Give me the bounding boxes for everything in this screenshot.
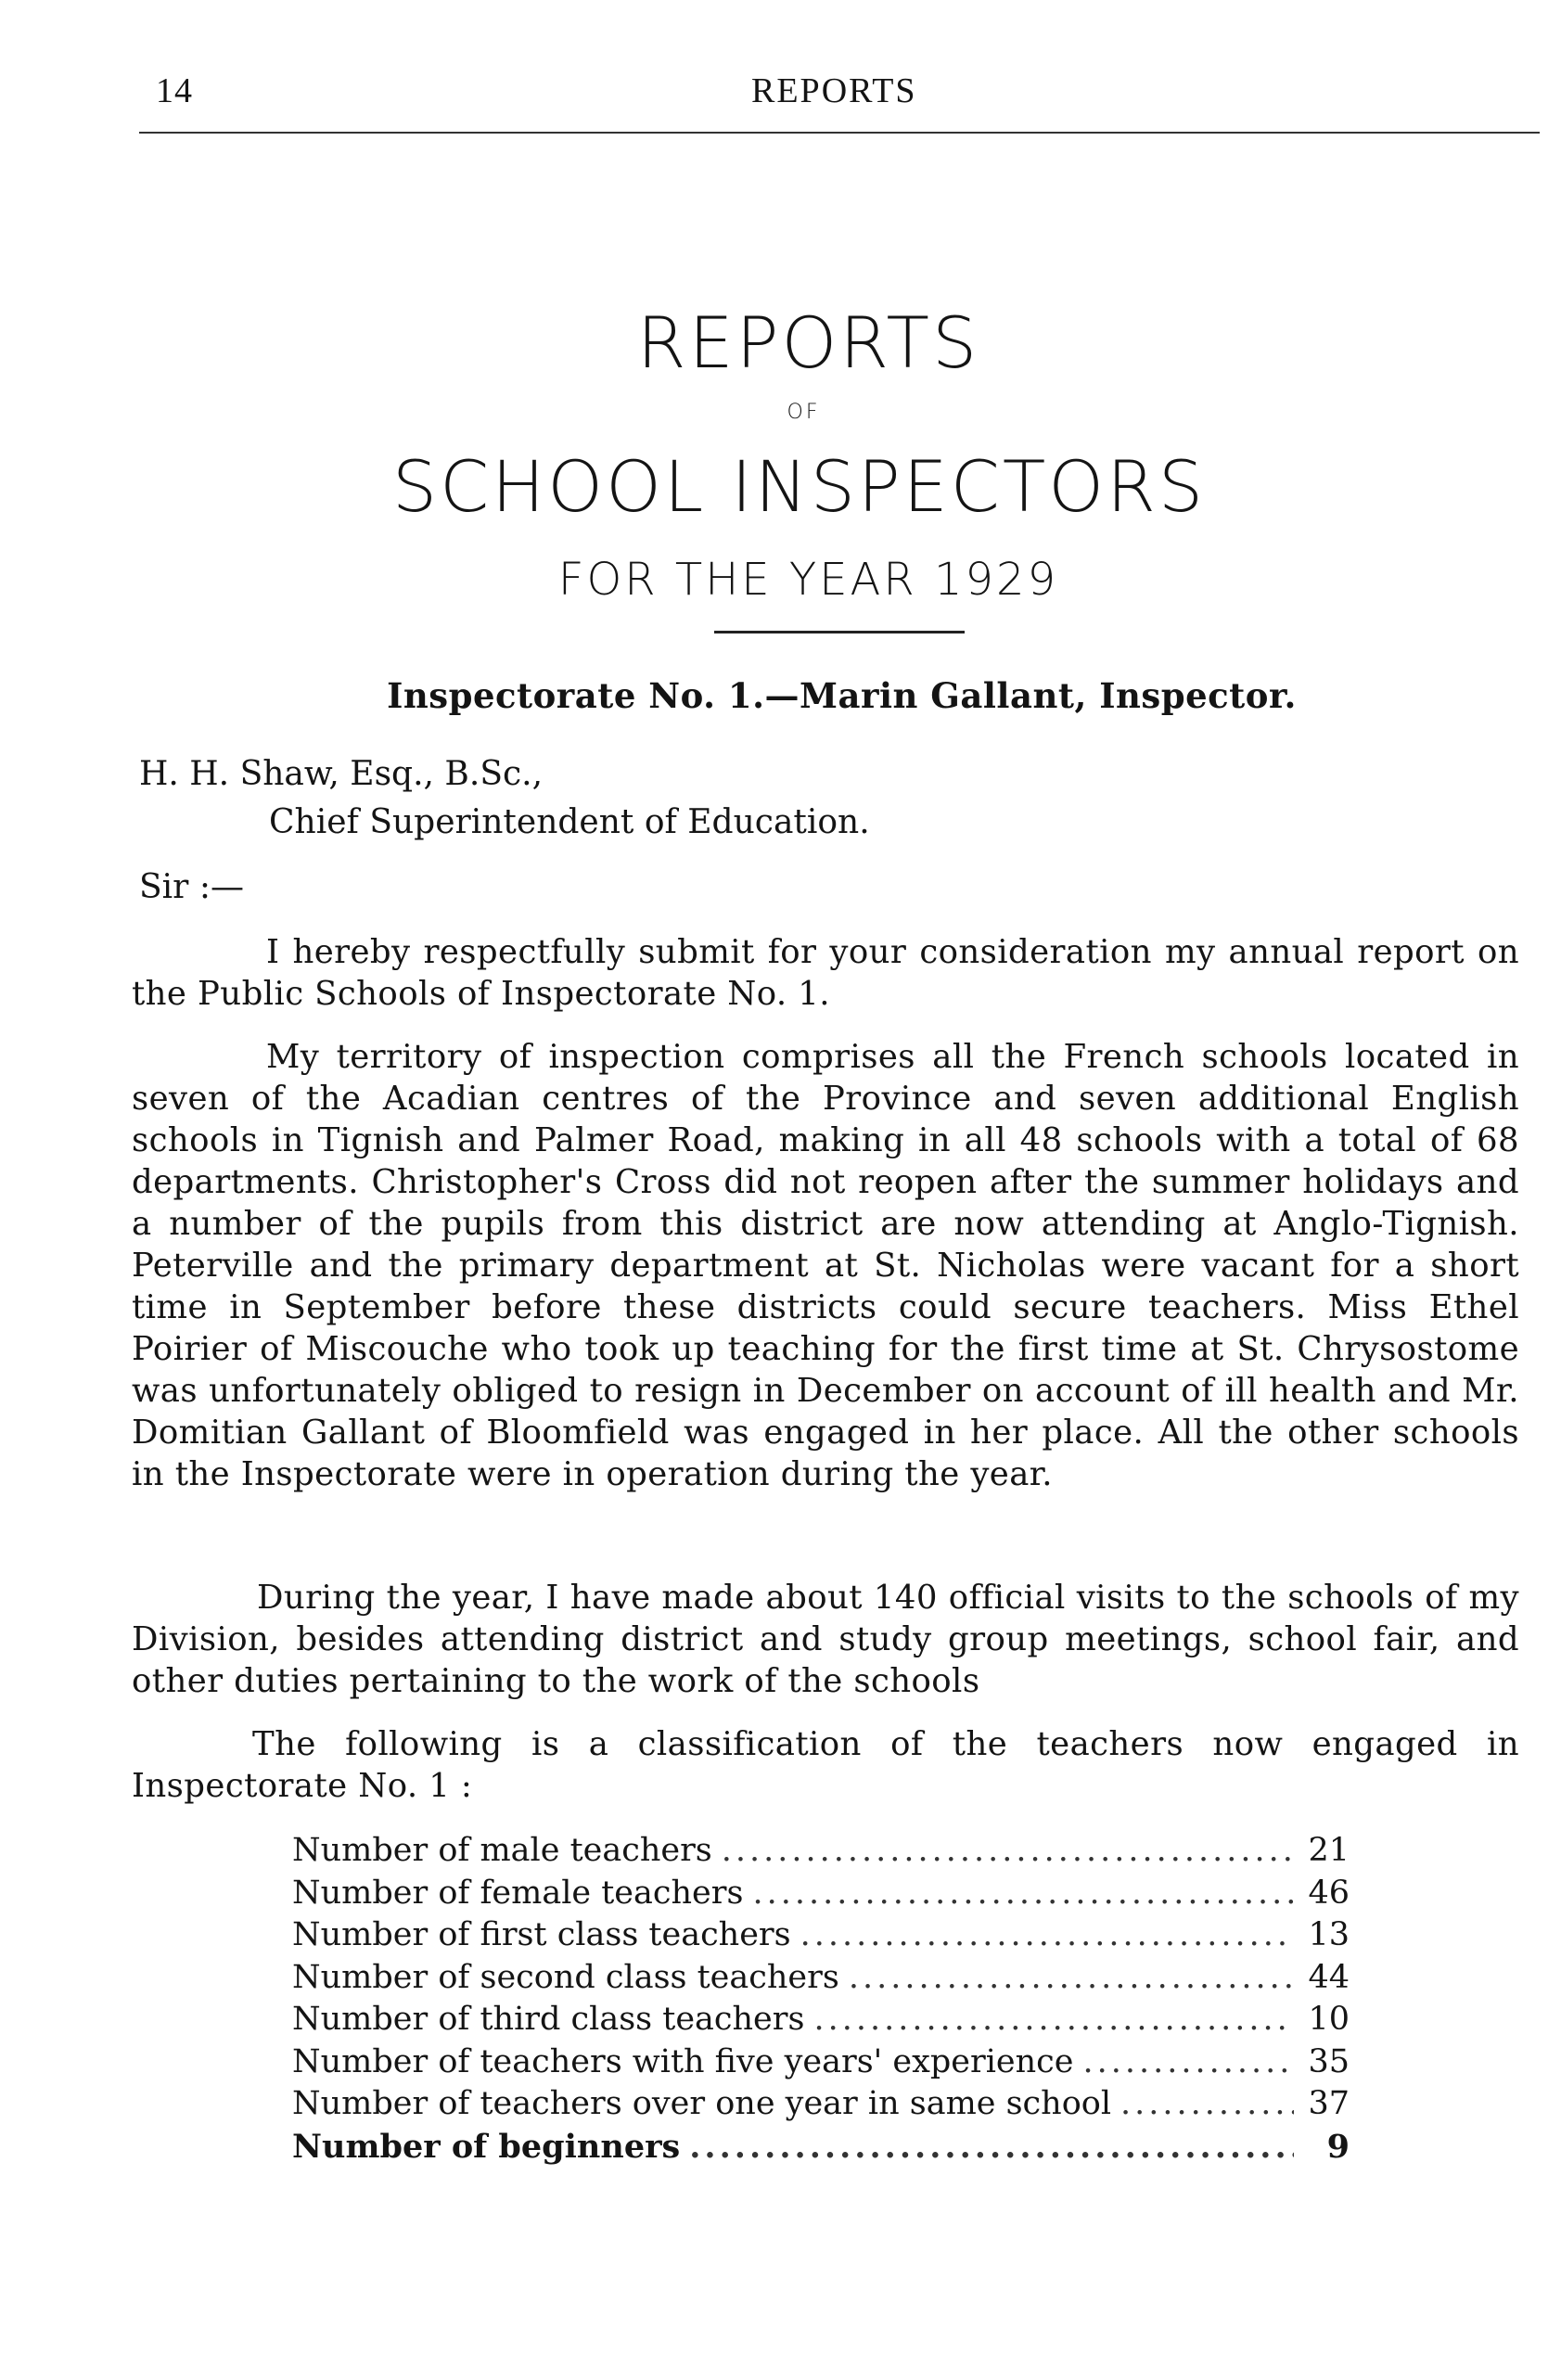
stat-value: 9 bbox=[1326, 2127, 1350, 2166]
dot-leader bbox=[1120, 2083, 1294, 2126]
stat-row-first-class bbox=[292, 1914, 1350, 1957]
addressee-position: Chief Superintendent of Education. bbox=[269, 803, 870, 841]
stat-label: Number of male teachers bbox=[292, 1832, 712, 1869]
dot-leader bbox=[800, 1914, 1294, 1957]
dot-leader bbox=[813, 1999, 1294, 2041]
dot-leader bbox=[752, 1873, 1294, 1915]
stat-label: Number of teachers over one year in same school bbox=[292, 2085, 1112, 2122]
title-divider bbox=[714, 631, 965, 633]
dot-leader bbox=[689, 2126, 1294, 2169]
page-number: 14 bbox=[156, 71, 193, 110]
stat-value: 10 bbox=[1308, 2001, 1350, 2038]
dot-leader bbox=[849, 1957, 1294, 2000]
stat-value: 13 bbox=[1308, 1916, 1350, 1953]
stat-row-second-class bbox=[292, 1957, 1350, 2000]
addressee-name: H. H. Shaw, Esq., B.Sc., bbox=[139, 755, 544, 793]
paragraph-classification: The following is a classification of the teachers now engaged in Inspectorate No. 1 : bbox=[132, 1725, 1519, 1805]
stat-value: 37 bbox=[1308, 2085, 1350, 2122]
stat-row-five-years bbox=[292, 2041, 1350, 2084]
title-reports: REPORTS bbox=[636, 301, 980, 384]
stat-row-third-class bbox=[292, 1999, 1350, 2041]
inspectorate-heading: Inspectorate No. 1.—Marin Gallant, Inspector. bbox=[387, 675, 1297, 716]
paragraph-visits: During the year, I have made about 140 official visits to the schools of my Division, besides attending district and study group meetings, school fair, and other duties pertaining to the work of the schools bbox=[132, 1579, 1519, 1700]
stat-label: Number of teachers with five years' experience bbox=[292, 2042, 1074, 2080]
running-title: REPORTS bbox=[751, 71, 917, 110]
stat-label: Number of third class teachers bbox=[292, 2001, 805, 2038]
stat-value: 46 bbox=[1308, 1874, 1350, 1912]
stat-label: Number of beginners bbox=[292, 2127, 681, 2166]
paragraph-territory: My territory of inspection comprises all the French schools located in seven of the Acadian centres of the Province and seven additional English schools in Tignish and Palmer Road, making in all 48 schools with a total of 68 departments. Christopher's Cross did not reopen after the summer holidays and a number of the pupils from this district are now attending at Anglo-Tignish. Peterville and the primary department at St. Nicholas were vacant for a short time in September before these districts could secure teachers. Miss Ethel Poirier of Miscouche who took up teaching for the first time at St. Chrysostome was unfortunately obliged to resign in December on account of ill health and Mr. Domitian Gallant of Bloomfield was engaged in her place. All the other schools in the Inspectorate were in operation during the year. bbox=[132, 1038, 1519, 1493]
paragraph-intro: I hereby respectfully submit for your consideration my annual report on the Public Schools of Inspectorate No. 1. bbox=[132, 933, 1519, 1013]
stat-value: 35 bbox=[1308, 2042, 1350, 2080]
dot-leader bbox=[722, 1830, 1294, 1873]
report-title-block bbox=[0, 297, 1561, 621]
stat-value: 44 bbox=[1308, 1958, 1350, 1996]
stat-row-female bbox=[292, 1873, 1350, 1915]
title-school-inspectors: SCHOOL INSPECTORS bbox=[391, 445, 1207, 528]
dot-leader bbox=[1083, 2041, 1295, 2084]
teacher-stats-list bbox=[292, 1830, 1350, 2168]
stat-value: 21 bbox=[1308, 1832, 1350, 1869]
title-year: FOR THE YEAR 1929 bbox=[557, 554, 1059, 606]
stat-row-same-school bbox=[292, 2083, 1350, 2126]
header-rule bbox=[139, 132, 1540, 134]
stat-row-beginners bbox=[292, 2126, 1350, 2169]
title-of: OF bbox=[787, 401, 821, 424]
stat-label: Number of first class teachers bbox=[292, 1916, 791, 1953]
stat-label: Number of second class teachers bbox=[292, 1958, 839, 1996]
stat-row-male bbox=[292, 1830, 1350, 1873]
running-head bbox=[139, 67, 1530, 122]
salutation: Sir :— bbox=[139, 868, 244, 906]
stat-label: Number of female teachers bbox=[292, 1874, 744, 1912]
